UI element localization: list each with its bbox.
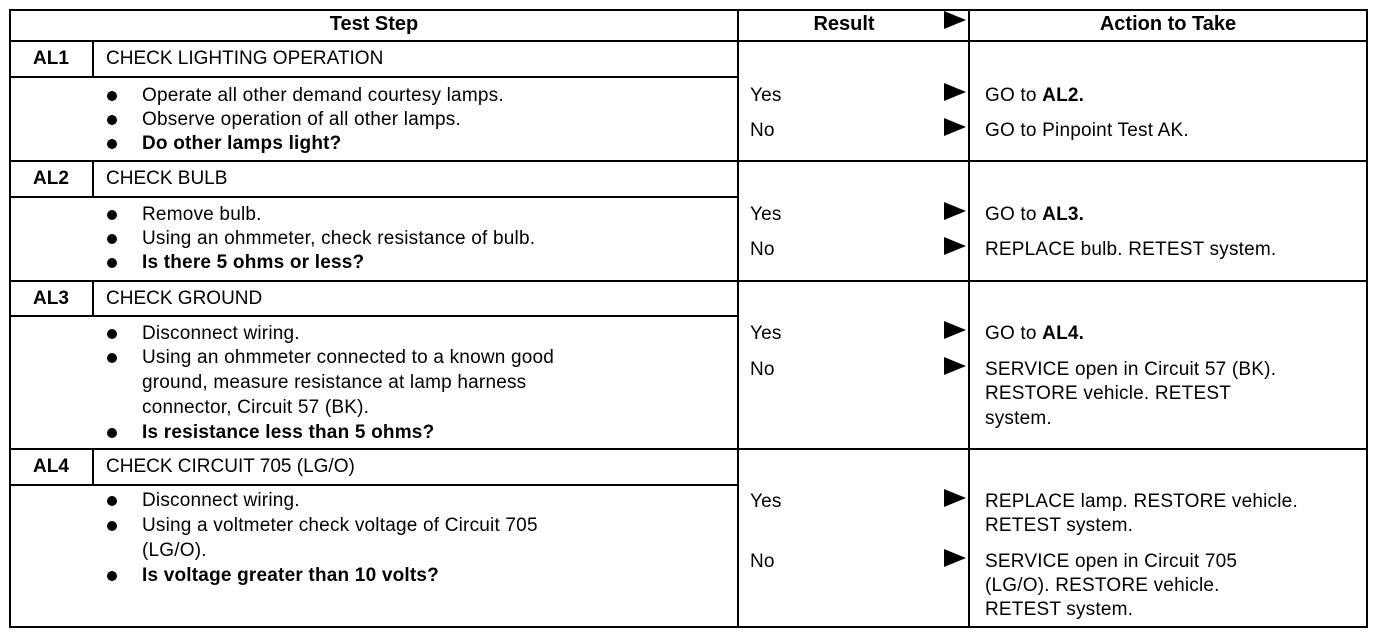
title-divider-1 [93,76,738,78]
step-al4-item-1: Disconnect wiring. [142,490,300,511]
step-al2-item-1: Remove bulb. [142,204,262,225]
step-al4-action-no: SERVICE open in Circuit 705 [985,551,1238,572]
col-divider-result [968,9,970,628]
step-title-al3: CHECK GROUND [106,288,263,309]
step-al2-result-no: No [750,239,775,260]
title-divider-2 [93,196,738,198]
bullet-icon [107,91,117,101]
id-underline-2 [9,196,93,198]
bullet-icon [107,139,117,149]
header-test-step: Test Step [329,13,419,35]
step-al4-action-no-cont: (LG/O). RESTORE vehicle. [985,575,1220,596]
step-al4-item-2: Using a voltmeter check voltage of Circuit 705 [142,515,538,536]
title-divider-4 [93,484,738,486]
arrow-right-icon [944,549,966,567]
arrow-right-icon [944,489,966,507]
bullet-icon [107,428,117,438]
col-divider-test-step [737,9,739,628]
step-al4-item-2-cont: (LG/O). [142,540,207,561]
step-divider-1 [9,160,1368,162]
step-title-al4: CHECK CIRCUIT 705 (LG/O) [106,456,355,477]
id-divider-1 [92,40,94,77]
step-al2-action-yes: GO to AL3. [985,204,1085,225]
bullet-icon [107,115,117,125]
bullet-icon [107,571,117,581]
step-al3-result-yes: Yes [750,323,782,344]
step-al2-result-yes: Yes [750,204,782,225]
step-al2-item-2: Using an ohmmeter, check resistance of bulb. [142,228,536,249]
bullet-icon [107,496,117,506]
header-arrow-icon [944,11,966,29]
title-divider-3 [93,315,738,317]
step-id-al4: AL4 [33,456,69,477]
step-divider-2 [9,280,1368,282]
step-id-al2: AL2 [33,168,69,189]
step-al1-item-1: Operate all other demand courtesy lamps. [142,85,504,106]
arrow-right-icon [944,118,966,136]
step-al3-action-no-cont: system. [985,408,1052,429]
id-underline-3 [9,315,93,317]
step-al4-action-yes: REPLACE lamp. RESTORE vehicle. [985,491,1298,512]
id-divider-3 [92,280,94,316]
step-al3-item-2-cont: connector, Circuit 57 (BK). [142,397,370,418]
bullet-icon [107,521,117,531]
step-al4-question: Is voltage greater than 10 volts? [142,565,439,586]
step-al4-action-yes-cont: RETEST system. [985,515,1134,536]
step-divider-3 [9,448,1368,450]
step-al3-result-no: No [750,359,775,380]
step-al3-item-1: Disconnect wiring. [142,323,300,344]
arrow-right-icon [944,202,966,220]
table-border-right [1366,9,1368,628]
table-border-left [9,9,11,628]
table-border-bottom [9,626,1368,628]
header-divider [9,40,1368,42]
arrow-right-icon [944,321,966,339]
step-title-al2: CHECK BULB [106,168,228,189]
bullet-icon [107,234,117,244]
id-divider-4 [92,448,94,485]
step-al1-action-yes: GO to AL2. [985,85,1085,106]
step-al3-action-no-cont: RESTORE vehicle. RETEST [985,383,1232,404]
step-al4-result-yes: Yes [750,491,782,512]
step-al2-action-no: REPLACE bulb. RETEST system. [985,239,1277,260]
step-al1-result-yes: Yes [750,85,782,106]
table-border-top [9,9,1368,11]
id-underline-4 [9,484,93,486]
step-al3-question: Is resistance less than 5 ohms? [142,422,435,443]
step-al1-result-no: No [750,120,775,141]
bullet-icon [107,329,117,339]
step-id-al1: AL1 [33,48,69,69]
arrow-right-icon [944,237,966,255]
step-al3-item-2-cont: ground, measure resistance at lamp harness [142,372,527,393]
step-al3-item-2: Using an ohmmeter connected to a known good [142,347,555,368]
step-id-al3: AL3 [33,288,69,309]
id-divider-2 [92,160,94,197]
step-al1-item-2: Observe operation of all other lamps. [142,109,461,130]
step-al4-action-no-cont: RETEST system. [985,599,1134,620]
step-al1-question: Do other lamps light? [142,133,342,154]
arrow-right-icon [944,357,966,375]
header-action: Action to Take [1099,13,1237,35]
step-al4-result-no: No [750,551,775,572]
id-underline-1 [9,76,93,78]
bullet-icon [107,210,117,220]
bullet-icon [107,258,117,268]
arrow-right-icon [944,83,966,101]
step-al3-action-yes: GO to AL4. [985,323,1085,344]
header-result: Result [813,13,875,35]
step-title-al1: CHECK LIGHTING OPERATION [106,48,384,69]
bullet-icon [107,353,117,363]
step-al2-question: Is there 5 ohms or less? [142,252,365,273]
step-al1-action-no: GO to Pinpoint Test AK. [985,120,1189,141]
step-al3-action-no: SERVICE open in Circuit 57 (BK). [985,359,1277,380]
